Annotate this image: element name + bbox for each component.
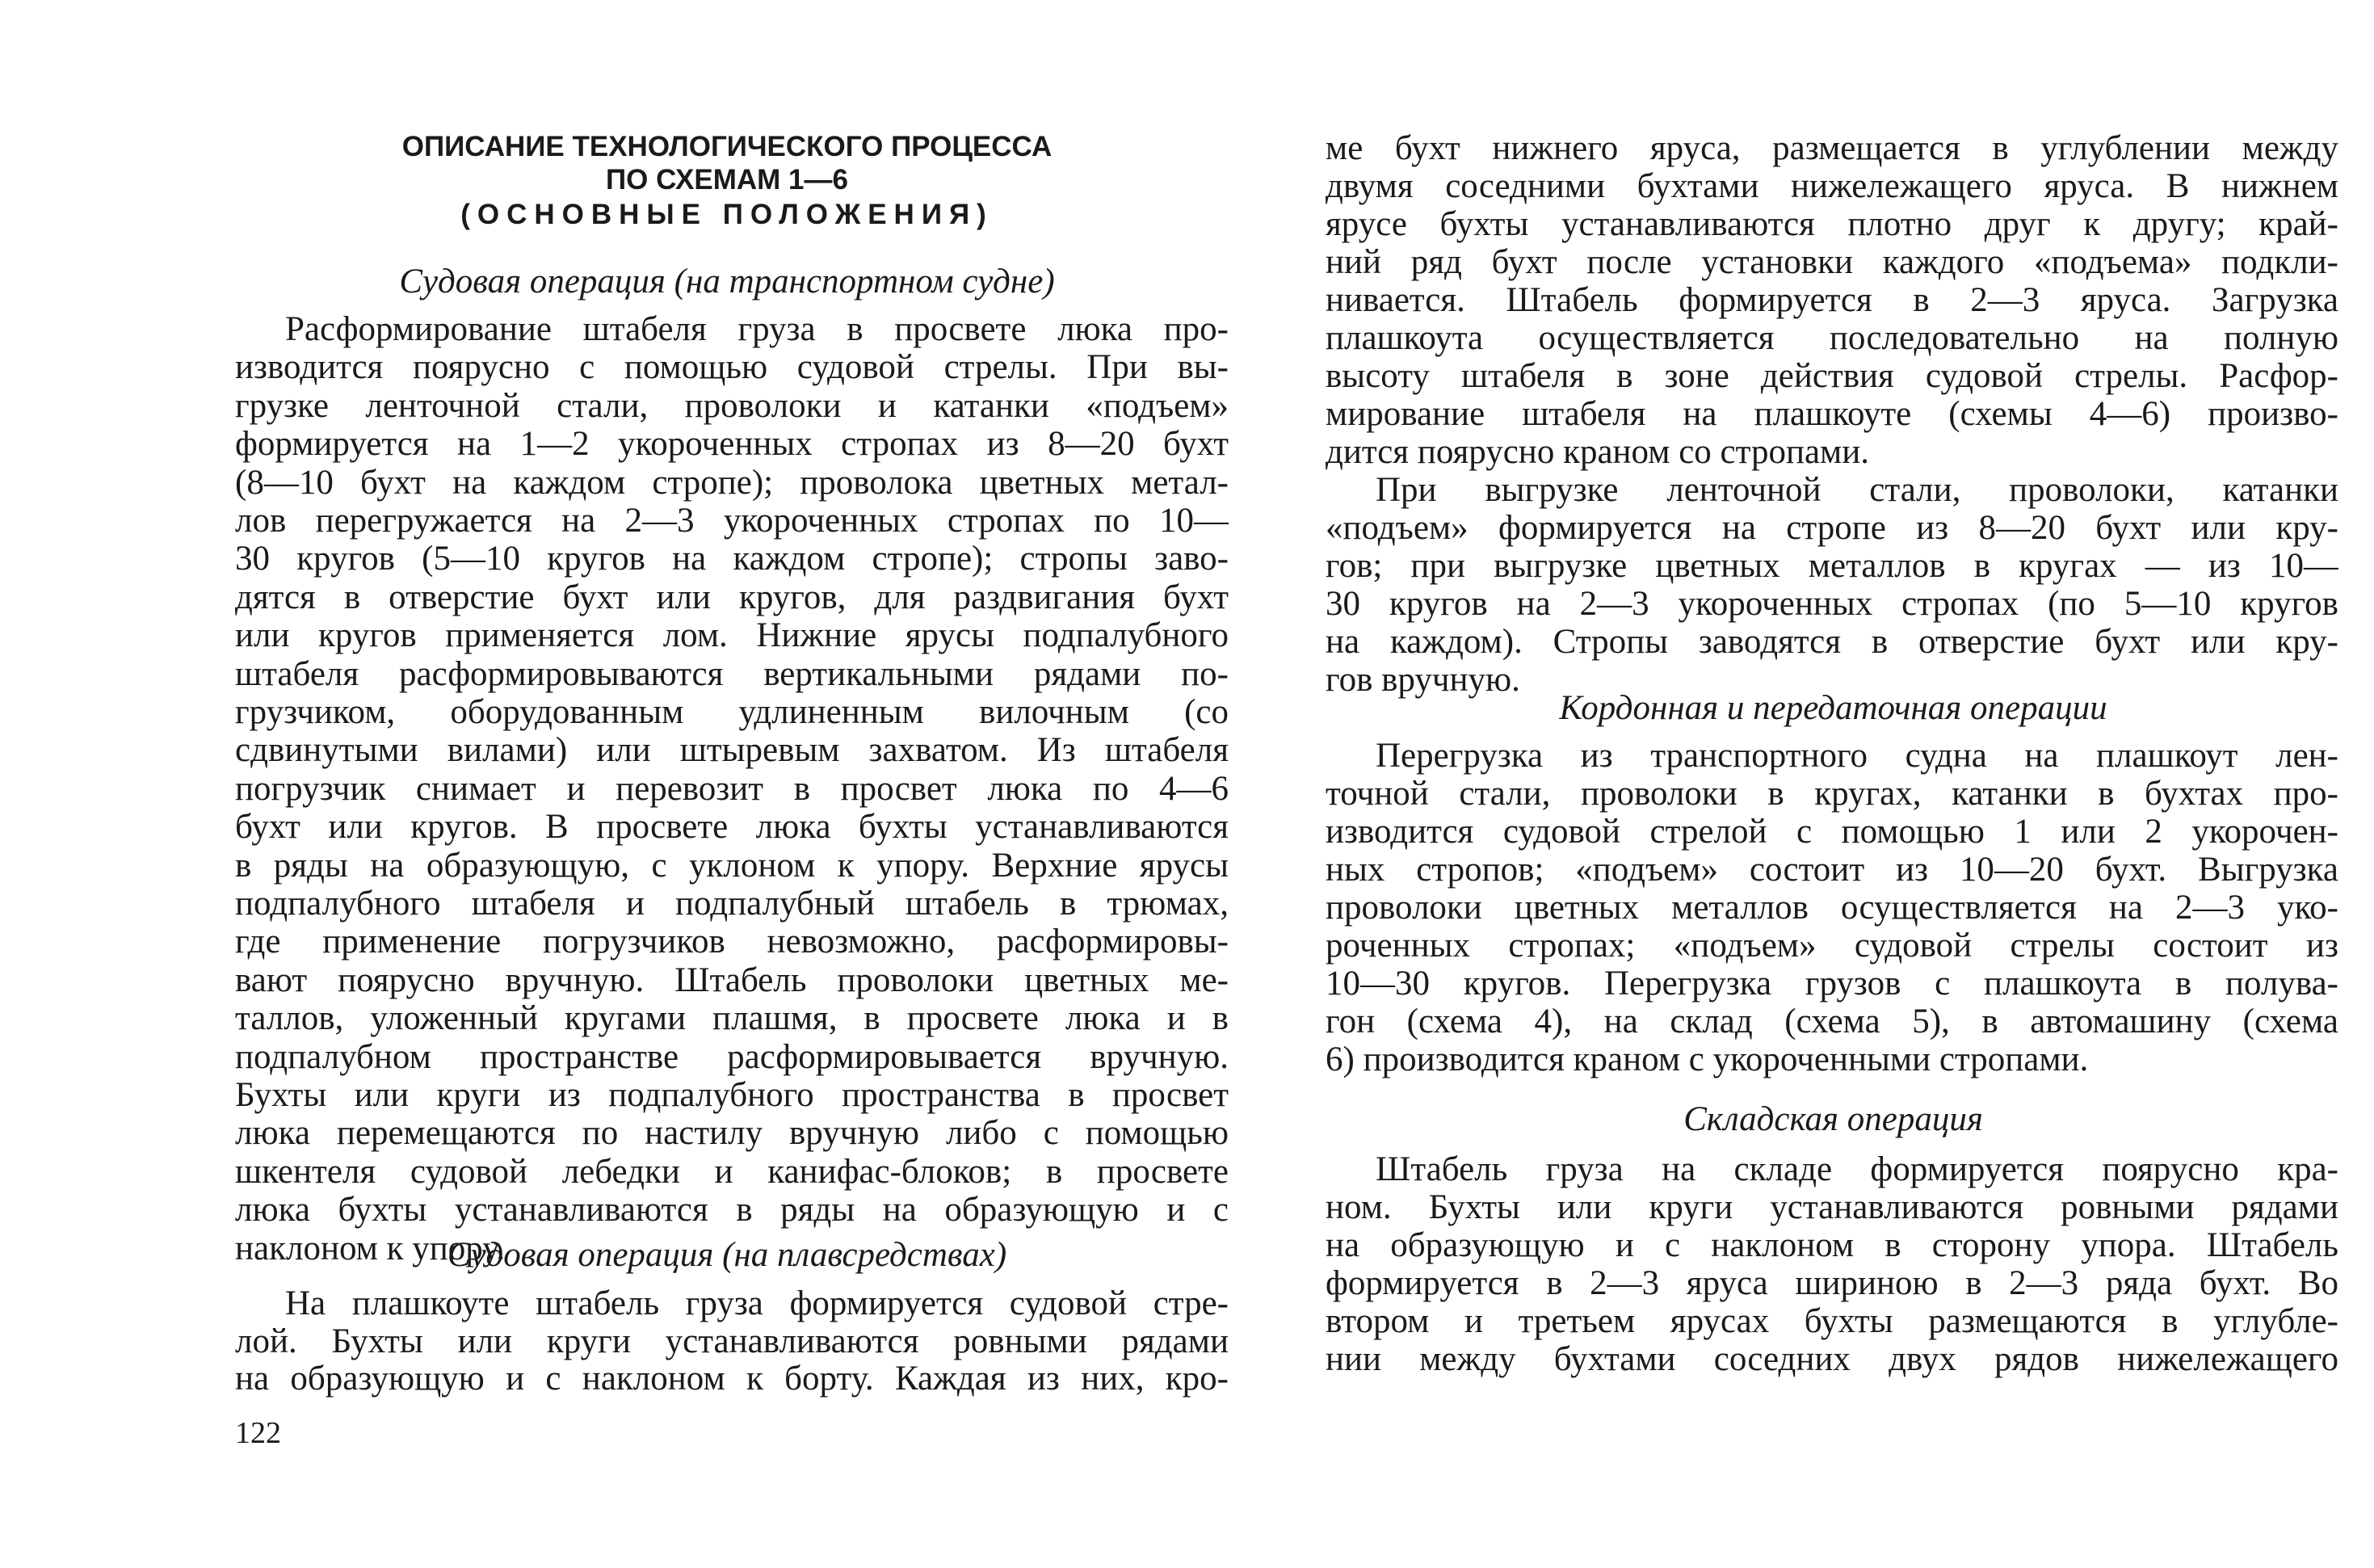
text-line: изводится поярусно с помощью судовой стрелы. При вы- xyxy=(235,348,1229,387)
text-line: Расформирование штабеля груза в просвете люка про- xyxy=(285,310,1229,348)
text-line: На плашкоуте штабель груза формируется судовой стре- xyxy=(285,1284,1229,1322)
text-line: проволоки цветных металлов осуществляется на 2—3 уко- xyxy=(1326,889,2338,927)
page-number: 122 xyxy=(235,1416,281,1450)
section-title-cordon: Кордонная и передаточная операции xyxy=(1559,689,2107,727)
heading-line-1: ОПИСАНИЕ ТЕХНОЛОГИЧЕСКОГО ПРОЦЕССА xyxy=(401,131,1053,162)
text-line: вают поярусно вручную. Штабель проволоки цветных ме- xyxy=(235,961,1229,999)
text-line: лой. Бухты или круги устанавливаются ровными рядами xyxy=(235,1322,1229,1360)
text-line: сдвинутыми вилами) или штыревым захватом. Из штабеля xyxy=(235,731,1229,770)
text-line: дится поярусно краном со стропами. xyxy=(1326,433,1870,471)
text-line: или кругов применяется лом. Нижние ярусы подпалубного xyxy=(235,616,1229,655)
text-line: штабеля расформировываются вертикальными рядами по- xyxy=(235,654,1229,693)
text-line: 30 кругов на 2—3 укороченных стропах (по 5—10 кругов xyxy=(1326,585,2338,623)
text-line: на каждом). Стропы заводятся в отверстие бухт или кру- xyxy=(1326,623,2338,661)
text-line: на образующую и с наклоном в сторону упора. Штабель xyxy=(1326,1226,2338,1264)
text-line: 6) производится краном с укороченными стропами. xyxy=(1326,1040,2089,1078)
text-line: двумя соседними бухтами нижележащего яруса. В нижнем xyxy=(1326,167,2338,205)
text-line: грузчиком, оборудованным удлиненным вилочным (со xyxy=(235,693,1229,731)
text-line: ний ряд бухт после установки каждого «подъема» подкли- xyxy=(1326,243,2338,281)
text-line: ярусе бухты устанавливаются плотно друг к другу; край- xyxy=(1326,205,2338,243)
text-line: Перегрузка из транспортного судна на плашкоут лен- xyxy=(1376,737,2338,775)
text-line: точной стали, проволоки в кругах, катанки в бухтах про- xyxy=(1326,775,2338,813)
text-line: Бухты или круги из подпалубного пространства в просвет xyxy=(235,1076,1229,1114)
text-line: нии между бухтами соседних двух рядов нижележащего xyxy=(1326,1340,2338,1378)
text-line: мирование штабеля на плашкоуте (схемы 4—6) произво- xyxy=(1326,395,2338,433)
text-line: нивается. Штабель формируется в 2—3 яруса. Загрузка xyxy=(1326,281,2338,319)
text-line: (8—10 бухт на каждом стропе); проволока цветных метал- xyxy=(235,463,1229,502)
text-line: 10—30 кругов. Перегрузка грузов с плашкоута в полува- xyxy=(1326,965,2338,1003)
text-line: изводится судовой стрелой с помощью 1 или 2 укорочен- xyxy=(1326,813,2338,851)
text-line: ном. Бухты или круги устанавливаются ровными рядами xyxy=(1326,1188,2338,1226)
text-line: в ряды на образующую, с уклоном к упору. Верхние ярусы xyxy=(235,846,1229,885)
text-line: люка бухты устанавливаются в ряды на образующую и с xyxy=(235,1191,1229,1230)
text-line: втором и третьем ярусах бухты размещаются в углубле- xyxy=(1326,1302,2338,1340)
text-line: наклоном к упору. xyxy=(235,1229,506,1267)
text-line: люка перемещаются по настилу вручную либо с помощью xyxy=(235,1114,1229,1153)
text-line: подпалубном пространстве расформировывается вручную. xyxy=(235,1037,1229,1076)
text-line: роченных стропах; «подъем» судовой стрелы состоит из xyxy=(1326,927,2338,965)
text-line: погрузчик снимает и перевозит в просвет люка по 4—6 xyxy=(235,769,1229,808)
text-line: 30 кругов (5—10 кругов на каждом стропе); стропы заво- xyxy=(235,540,1229,578)
text-line: ных стропов; «подъем» состоит из 10—20 бухт. Выгрузка xyxy=(1326,851,2338,889)
text-line: При выгрузке ленточной стали, проволоки, катанки xyxy=(1376,471,2338,509)
text-line: на образующую и с наклоном к борту. Каждая из них, кро- xyxy=(235,1360,1229,1398)
text-line: шкентеля судовой лебедки и канифас-блоков; в просвете xyxy=(235,1152,1229,1191)
text-line: гон (схема 4), на склад (схема 5), в автомашину (схема xyxy=(1326,1003,2338,1040)
text-line: высоту штабеля в зоне действия судовой стрелы. Расфор- xyxy=(1326,357,2338,395)
text-line: где применение погрузчиков невозможно, расформировы- xyxy=(235,923,1229,961)
heading-line-2: ПО СХЕМАМ 1—6 xyxy=(606,164,848,195)
text-line: формируется на 1—2 укороченных стропах из 8—20 бухт xyxy=(235,425,1229,464)
heading-line-3: (ОСНОВНЫЕ ПОЛОЖЕНИЯ) xyxy=(460,199,994,230)
text-line: подпалубного штабеля и подпалубный штабель в трюмах, xyxy=(235,885,1229,923)
text-line: плашкоута осуществляется последовательно на полную xyxy=(1326,319,2338,357)
text-line: Штабель груза на складе формируется поярусно кра- xyxy=(1376,1150,2338,1188)
text-line: бухт или кругов. В просвете люка бухты устанавливаются xyxy=(235,808,1229,847)
text-line: «подъем» формируется на стропе из 8—20 бухт или кру- xyxy=(1326,509,2338,547)
text-line: гов вручную. xyxy=(1326,661,1520,699)
section-title-warehouse: Складская операция xyxy=(1683,1100,1983,1138)
text-line: таллов, уложенный кругами плашмя, в просвете люка и в xyxy=(235,999,1229,1038)
section-title-ship-transport: Судовая операция (на транспортном судне) xyxy=(399,263,1055,301)
text-line: формируется в 2—3 яруса шириною в 2—3 ряда бухт. Во xyxy=(1326,1264,2338,1302)
text-line: гов; при выгрузке цветных металлов в кругах — из 10— xyxy=(1326,547,2338,585)
text-line: ме бухт нижнего яруса, размещается в углублении между xyxy=(1326,129,2338,167)
text-line: грузке ленточной стали, проволоки и катанки «подъем» xyxy=(235,386,1229,425)
section-title-ship-floating: Судовая операция (на плавсредствах) xyxy=(447,1236,1007,1274)
text-line: дятся в отверстие бухт или кругов, для раздвигания бухт xyxy=(235,578,1229,616)
text-line: лов перегружается на 2—3 укороченных стропах по 10— xyxy=(235,502,1229,540)
